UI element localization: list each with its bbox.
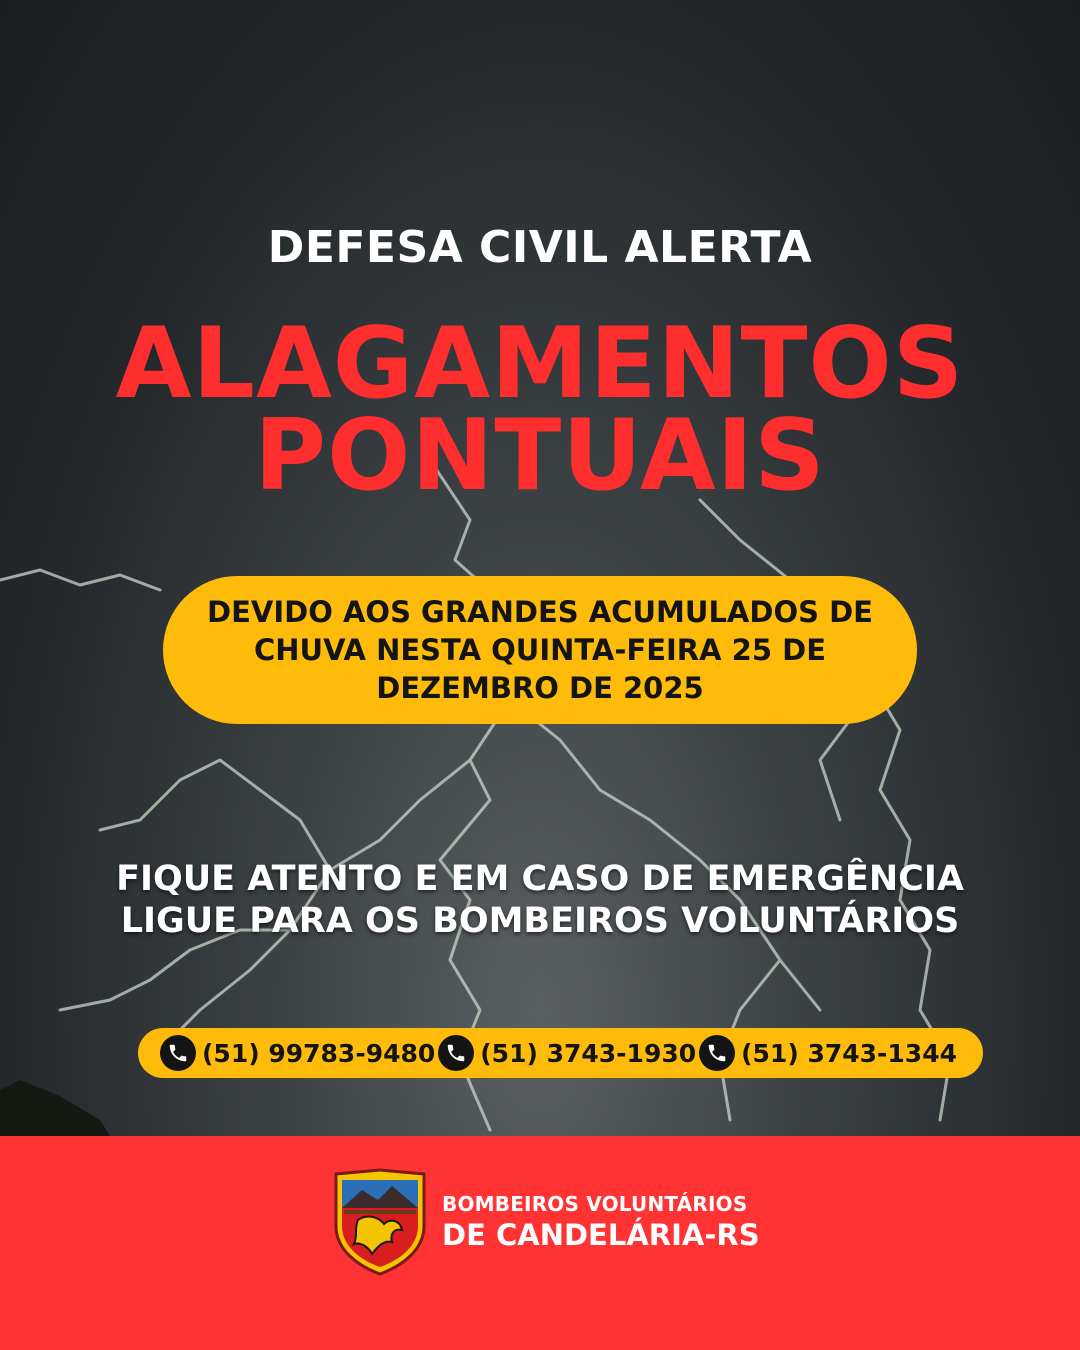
phone-number: (51) 99783-9480 [202, 1038, 436, 1068]
notice-text [180, 593, 900, 707]
notice-line-3: DEZEMBRO DE 2025 [376, 671, 704, 705]
brand-logo [332, 1168, 760, 1276]
shield-emblem-icon [332, 1168, 428, 1276]
notice-line-1: DEVIDO AOS GRANDES ACUMULADOS DE [207, 595, 873, 629]
phone-item[interactable] [699, 1035, 957, 1071]
notice-pill [163, 576, 917, 724]
headline [0, 307, 1080, 513]
phone-numbers-bar [138, 1028, 983, 1078]
phone-number: (51) 3743-1344 [741, 1038, 957, 1068]
phone-icon [438, 1035, 474, 1071]
phone-item[interactable] [160, 1035, 435, 1071]
phone-number: (51) 3743-1930 [480, 1038, 697, 1068]
brand-line-1: BOMBEIROS VOLUNTÁRIOS [442, 1192, 748, 1216]
kicker-title: DEFESA CIVIL ALERTA [267, 222, 813, 273]
phone-item[interactable] [438, 1035, 696, 1071]
notice-line-2: CHUVA NESTA QUINTA-FEIRA 25 DE [253, 633, 827, 667]
headline-line-1: ALAGAMENTOS [115, 307, 965, 421]
phone-icon [699, 1035, 735, 1071]
brand-line-2: DE CANDELÁRIA-RS [442, 1218, 760, 1252]
brand-name [442, 1192, 760, 1252]
advice-line-1: FIQUE ATENTO E EM CASO DE EMERGÊNCIA [116, 859, 964, 899]
advice-text [0, 858, 1080, 942]
phone-icon [160, 1035, 196, 1071]
advice-line-2: LIGUE PARA OS BOMBEIROS VOLUNTÁRIOS [120, 901, 960, 941]
headline-line-2: PONTUAIS [254, 399, 826, 513]
